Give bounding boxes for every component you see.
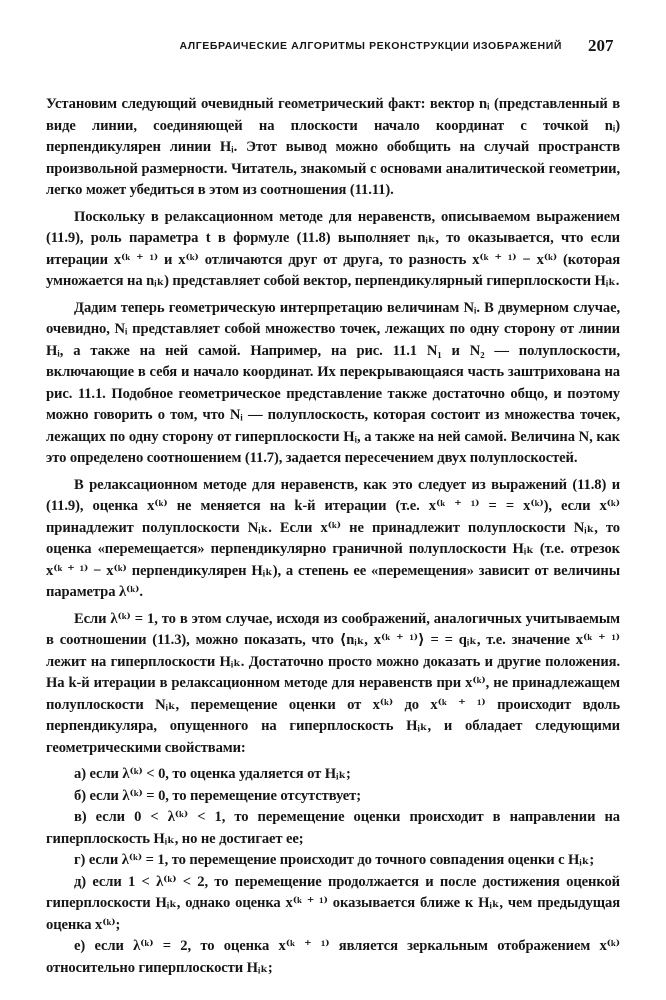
running-title: АЛГЕБРАИЧЕСКИЕ АЛГОРИТМЫ РЕКОНСТРУКЦИИ ИЗОБРАЖЕНИЙ bbox=[179, 40, 562, 52]
list-item: г) если λ⁽ᵏ⁾ = 1, то перемещение происходит до точного совпадения оценки с Hᵢₖ; bbox=[74, 852, 595, 868]
body-text bbox=[46, 94, 620, 979]
paragraph: Установим следующий очевидный геометрический факт: вектор nᵢ (представленный в виде линии, соединяющей на плоскости начало координат с точкой nᵢ) перпендикулярен линии Hᵢ. Этот вывод можно обобщить на случай пространств произвольной размерности. Читатель, знакомый с основами аналитической геометрии, легко может убедиться в этом из соотношения (11.11). bbox=[46, 96, 620, 198]
paragraph: Поскольку в релаксационном методе для неравенств, описываемом выражением (11.9), роль параметра t в формуле (11.8) выполняет nᵢₖ, то оказывается, что если итерации x⁽ᵏ ⁺ ¹⁾ и x⁽ᵏ⁾ отличаются друг от друга, то разность x⁽ᵏ ⁺ ¹⁾ − x⁽ᵏ⁾ (которая умножается на nᵢₖ) представляет собой вектор, перпендикулярный гиперплоскости Hᵢₖ. bbox=[46, 208, 620, 289]
paragraph: Если λ⁽ᵏ⁾ = 1, то в этом случае, исходя из соображений, аналогичных учитываемым в соотношении (11.3), можно показать, что ⟨nᵢₖ, x⁽ᵏ ⁺ ¹⁾⟩ = = qᵢₖ, т.е. значение x⁽ᵏ ⁺ ¹⁾ лежит на гиперплоскости Hᵢₖ. Достаточно просто можно доказать и другие положения. На k-й итерации в релаксационном методе для неравенств при x⁽ᵏ⁾, не принадлежащем полуплоскости Nᵢₖ, перемещение оценки от x⁽ᵏ⁾ до x⁽ᵏ ⁺ ¹⁾ происходит вдоль перпендикуляра, опущенного на гиперплоскость Hᵢₖ, и обладает следующими геометрическими свойствами: bbox=[46, 610, 620, 756]
list-item: в) если 0 < λ⁽ᵏ⁾ < 1, то перемещение оценки происходит в направлении на гиперплоскость Hᵢₖ, но не достигает ее; bbox=[46, 809, 620, 847]
page-number: 207 bbox=[588, 36, 614, 55]
list-item: е) если λ⁽ᵏ⁾ = 2, то оценка x⁽ᵏ ⁺ ¹⁾ является зеркальным отображением x⁽ᵏ⁾ относительно гиперплоскости Hᵢₖ; bbox=[46, 938, 620, 976]
list-item: а) если λ⁽ᵏ⁾ < 0, то оценка удаляется от Hᵢₖ; bbox=[74, 766, 351, 782]
paragraph: Дадим теперь геометрическую интерпретацию величинам Nᵢ. В двумерном случае, очевидно, Nᵢ представляет собой множество точек, лежащих по одну сторону от линии Hᵢ, а также на ней самой. Например, на рис. 11.1 N₁ и N₂ — полуплоскости, включающие в себя и начало координат. Их перекрывающаяся часть заштрихована на рис. 11.1. Подобное геометрическое представление также достаточно общо, и поэтому можно говорить о том, что Nᵢ — полуплоскость, которая состоит из множества точек, лежащих по одну сторону от гиперплоскости Hᵢ, а также на ней самой. Величина N, как это определено соотношением (11.7), задается пересечением двух полуплоскостей. bbox=[46, 299, 620, 466]
paragraph: В релаксационном методе для неравенств, как это следует из выражений (11.8) и (11.9), оценка x⁽ᵏ⁾ не меняется на k-й итерации (т.е. x⁽ᵏ ⁺ ¹⁾ = = x⁽ᵏ⁾), если x⁽ᵏ⁾ принадлежит полуплоскости Nᵢₖ. Если x⁽ᵏ⁾ не принадлежит полуплоскости Nᵢₖ, то оценка «перемещается» перпендикулярно граничной полуплоскости Hᵢₖ (т.е. отрезок x⁽ᵏ ⁺ ¹⁾ − x⁽ᵏ⁾ перпендикулярен Hᵢₖ), а степень ее «перемещения» зависит от величины параметра λ⁽ᵏ⁾. bbox=[46, 476, 620, 600]
list-item: д) если 1 < λ⁽ᵏ⁾ < 2, то перемещение продолжается и после достижения оценкой гиперплоскости Hᵢₖ, однако оценка x⁽ᵏ ⁺ ¹⁾ оказывается ближе к Hᵢₖ, чем предыдущая оценка x⁽ᵏ⁾; bbox=[46, 873, 620, 933]
list-item: б) если λ⁽ᵏ⁾ = 0, то перемещение отсутствует; bbox=[74, 787, 361, 804]
